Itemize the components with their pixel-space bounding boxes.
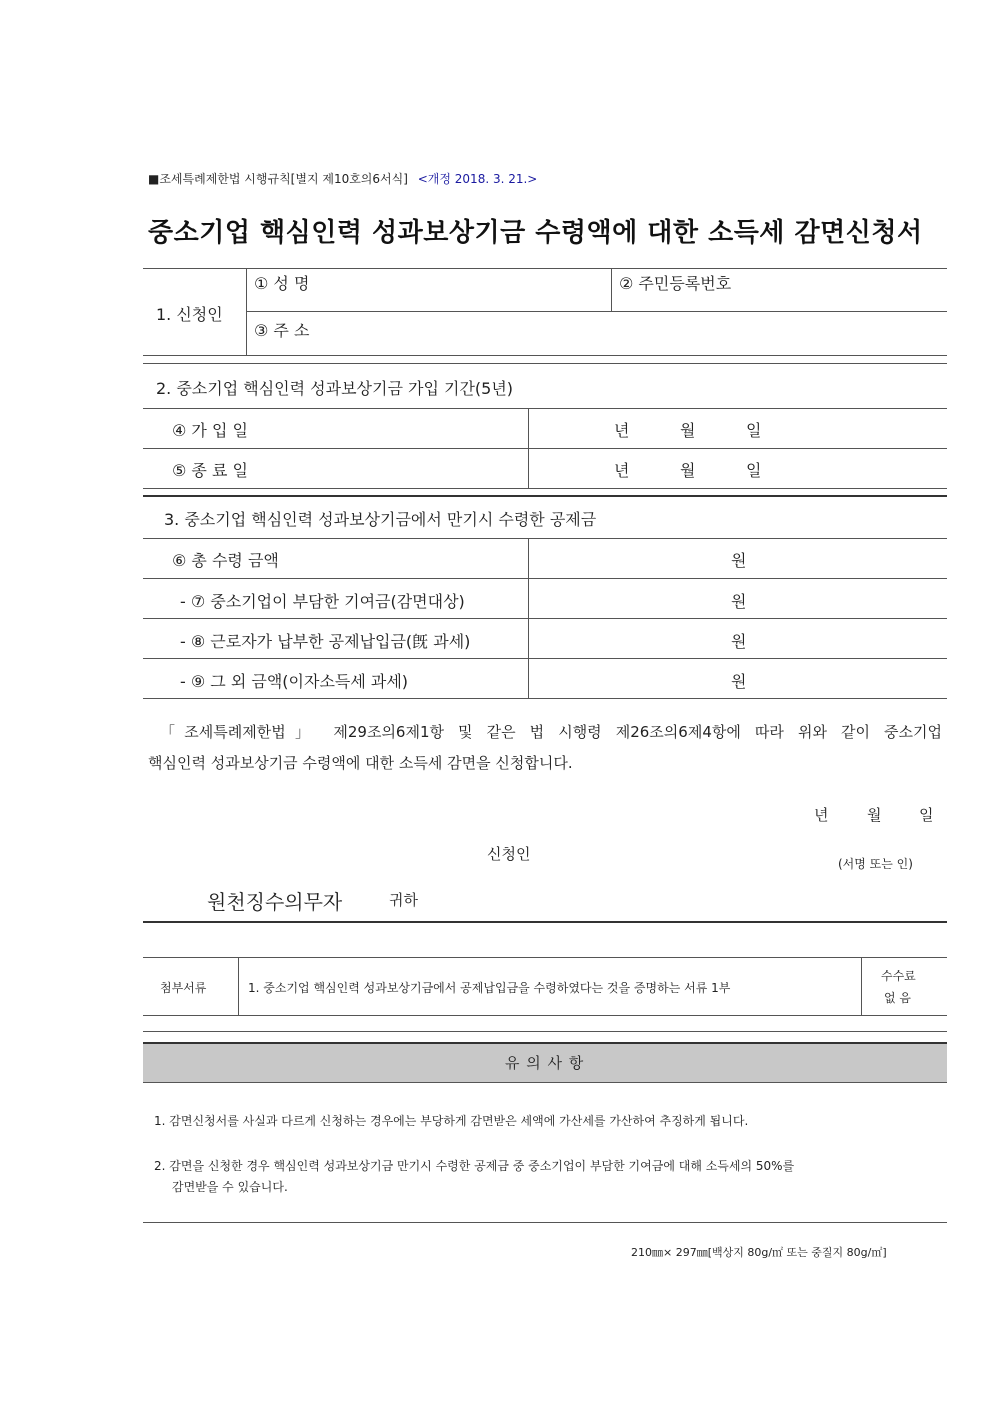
- end-date-label: ⑤ 종 료 일: [172, 461, 248, 480]
- statement-line1: 「조세특례제한법」 제29조의6제1항 및 같은 법 시행령 제26조의6제4항에 따라 위와 같이 중소기업: [160, 723, 942, 741]
- amount-row-label: - ⑦ 중소기업이 부담한 기여금(감면대상): [180, 592, 465, 611]
- applicant-label: 신청인: [487, 845, 531, 863]
- end-year-unit: 년: [614, 461, 630, 480]
- paper-spec: 210㎜× 297㎜[백상지 80g/㎡ 또는 중질지 80g/㎡]: [631, 1246, 887, 1259]
- honorific-label: 귀하: [389, 891, 418, 909]
- attachment-label: 첨부서류: [160, 981, 207, 995]
- amount-row-unit: 원: [731, 632, 747, 651]
- sign-note: (서명 또는 인): [838, 857, 913, 871]
- resident-number-field[interactable]: ② 주민등록번호: [619, 274, 732, 293]
- sign-year-unit: 년: [814, 806, 829, 824]
- attachment-content: 1. 중소기업 핵심인력 성과보상기금에서 공제납입금을 수령하였다는 것을 증명하는 서류 1부: [248, 981, 731, 995]
- join-date-label: ④ 가 입 일: [172, 421, 248, 440]
- section2-label: 2. 중소기업 핵심인력 성과보상기금 가입 기간(5년): [156, 379, 514, 398]
- end-day-unit: 일: [746, 461, 762, 480]
- sign-month-unit: 월: [867, 806, 882, 824]
- fee-label: 수수료: [881, 969, 916, 983]
- amendment-note: <개정 2018. 3. 21.>: [417, 172, 538, 186]
- join-month-unit: 월: [680, 421, 696, 440]
- recipient-label: 원천징수의무자: [207, 890, 343, 914]
- amount-row-unit: 원: [731, 592, 747, 611]
- note-item: 1. 감면신청서를 사실과 다르게 신청하는 경우에는 부당하게 감면받은 세액에 가산세를 가산하여 추징하게 됩니다.: [154, 1114, 749, 1128]
- notes-heading: 유 의 사 항: [505, 1054, 585, 1072]
- page-title: 중소기업 핵심인력 성과보상기금 수령액에 대한 소득세 감면신청서: [148, 218, 923, 248]
- amount-row-label: - ⑨ 그 외 금액(이자소득세 과세): [180, 672, 409, 691]
- amount-row-unit: 원: [731, 551, 747, 570]
- sign-day-unit: 일: [919, 806, 934, 824]
- join-year-unit: 년: [614, 421, 630, 440]
- applicant-name-field[interactable]: ① 성 명: [254, 274, 310, 293]
- legal-basis-text: ■조세특례제한법 시행규칙[별지 제10호의6서식]: [148, 172, 408, 186]
- legal-basis: [148, 170, 537, 187]
- statement-line2: 핵심인력 성과보상기금 수령액에 대한 소득세 감면을 신청합니다.: [148, 754, 573, 772]
- section1-label: 1. 신청인: [156, 305, 223, 324]
- fee-value: 없 음: [884, 991, 911, 1005]
- join-day-unit: 일: [746, 421, 762, 440]
- address-field[interactable]: ③ 주 소: [254, 321, 310, 340]
- amount-row-unit: 원: [731, 672, 747, 691]
- note-item-continuation: 감면받을 수 있습니다.: [172, 1180, 288, 1194]
- note-item: 2. 감면을 신청한 경우 핵심인력 성과보상기금 만기시 수령한 공제금 중 중소기업이 부담한 기여금에 대해 소득세의 50%를: [154, 1159, 795, 1173]
- amount-row-label: - ⑧ 근로자가 납부한 공제납입금(旣 과세): [180, 632, 471, 651]
- amount-row-label: ⑥ 총 수령 금액: [172, 551, 279, 570]
- section3-label: 3. 중소기업 핵심인력 성과보상기금에서 만기시 수령한 공제금: [164, 510, 597, 529]
- end-month-unit: 월: [680, 461, 696, 480]
